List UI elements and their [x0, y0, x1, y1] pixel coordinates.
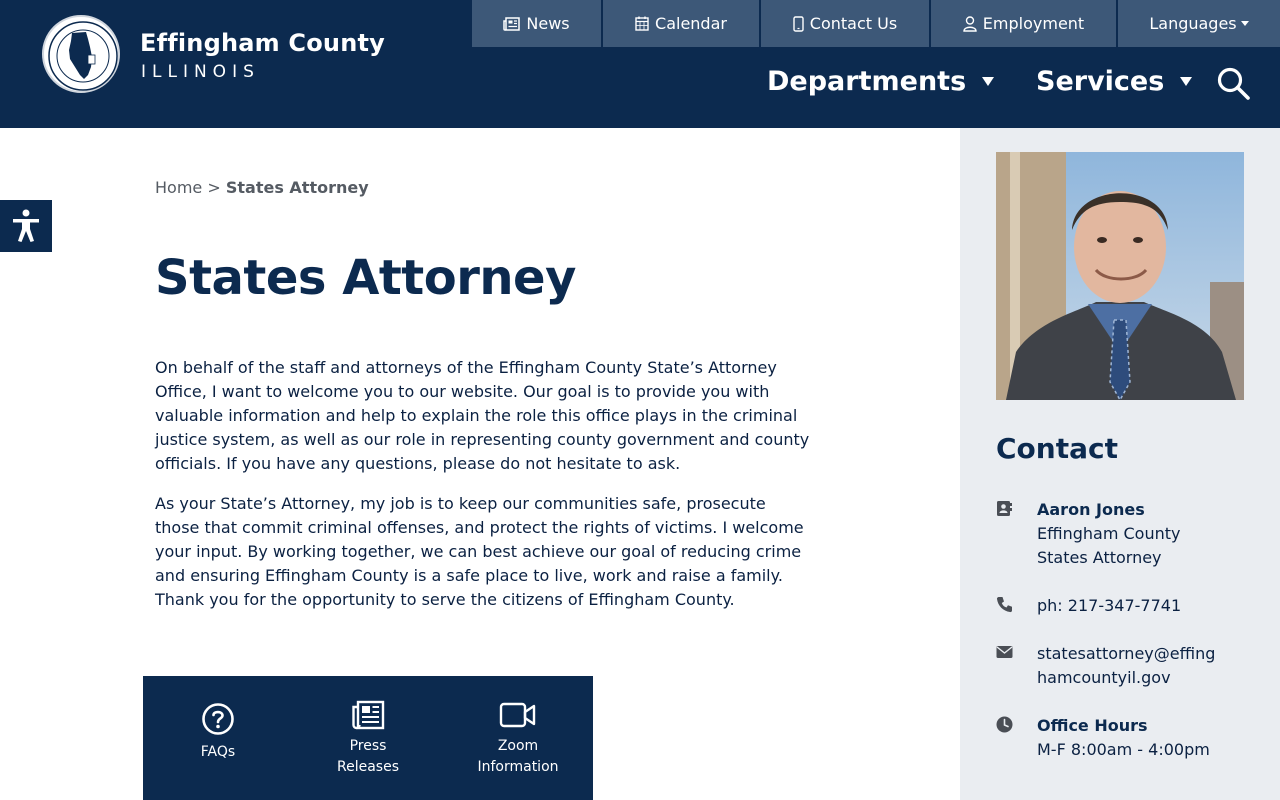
contact-heading: Contact: [996, 432, 1118, 465]
contact-email[interactable]: [996, 642, 1215, 690]
phone-icon: [996, 596, 1013, 613]
topbar-news[interactable]: [472, 0, 603, 47]
newspaper-icon: [351, 700, 385, 730]
accessibility-icon: [11, 209, 41, 243]
contact-hours: [996, 714, 1210, 762]
contact-phone[interactable]: [996, 594, 1181, 618]
question-circle-icon: [201, 702, 235, 736]
chevron-down-icon: [1180, 77, 1192, 86]
chevron-down-icon: [982, 77, 994, 86]
accessibility-button[interactable]: [0, 200, 52, 252]
paragraph: As your State’s Attorney, my job is to keep our communities safe, prosecute those that commit criminal offenses, and protect the rights of victims. I welcome your input. By working together, we can best achieve our goal of reducing crime and ensuring Effingham County is a safe place to live, work and raise a family. Thank you for the opportunity to serve the citizens of Effingham County.: [155, 494, 804, 609]
sidebar: [960, 128, 1280, 800]
quicklink-zoom-label-1: Zoom: [497, 738, 539, 754]
phone-icon: [793, 16, 804, 32]
search-button[interactable]: [1216, 66, 1252, 102]
office-hours-text: M-F 8:00am - 4:00pm: [1037, 740, 1210, 759]
breadcrumb-home[interactable]: Home: [155, 178, 203, 197]
clock-icon: [996, 716, 1013, 733]
contact-email-line1: statesattorney@effing: [1037, 644, 1216, 663]
calendar-icon: [635, 16, 649, 31]
breadcrumb: [155, 178, 369, 197]
quicklink-faqs-label: FAQs: [200, 744, 236, 760]
contact-phone-text: ph: 217-347-7741: [1037, 596, 1182, 615]
nav-services[interactable]: [1036, 66, 1192, 97]
attorney-photo: [996, 152, 1244, 400]
utility-nav: [472, 0, 1280, 47]
contact-org-line2: States Attorney: [1037, 548, 1162, 567]
topbar-calendar[interactable]: [603, 0, 761, 47]
portrait-image: [996, 152, 1244, 400]
quick-links: [143, 676, 593, 800]
quicklink-zoom-information[interactable]: [443, 676, 593, 800]
paragraph: On behalf of the staff and attorneys of the Effingham County State’s Attorney Office, I want to welcome you to our website. Our goal is to provide you with valuable information and help to explain the role this office plays in the criminal justice system, as well as our role in representing county government and county officials. If you have any questions, please do not hesitate to ask.: [155, 358, 810, 473]
contact-org-line1: Effingham County: [1037, 524, 1181, 543]
envelope-icon: [996, 645, 1013, 659]
quicklink-press-label-1: Press: [349, 738, 387, 754]
quicklink-press-releases[interactable]: [293, 676, 443, 800]
contact-name: Aaron Jones: [1037, 500, 1145, 519]
contact-email-line2: hamcountyil.gov: [1037, 668, 1171, 687]
site-title[interactable]: Effingham County: [140, 29, 386, 57]
newspaper-icon: [503, 17, 520, 31]
office-hours-label: Office Hours: [1037, 716, 1148, 735]
site-subtitle: ILLINOIS: [141, 62, 260, 82]
nav-services-label: Services: [1036, 66, 1165, 97]
quicklink-zoom-label-2: Information: [477, 759, 559, 775]
topbar-contact-us[interactable]: [761, 0, 931, 47]
topbar-contact-label: Contact Us: [809, 14, 898, 33]
nav-departments-label: Departments: [767, 66, 967, 97]
page-title: States Attorney: [155, 250, 576, 306]
topbar-employment-label: Employment: [982, 14, 1085, 33]
breadcrumb-separator: >: [207, 178, 221, 197]
seal-graphic: [44, 17, 122, 95]
intro-text: [155, 356, 815, 628]
video-camera-icon: [499, 700, 537, 730]
county-seal-logo[interactable]: [42, 15, 120, 93]
topbar-news-label: News: [526, 14, 570, 33]
quicklink-press-label-2: Releases: [337, 759, 399, 775]
breadcrumb-current: States Attorney: [225, 178, 369, 197]
nav-departments[interactable]: [767, 66, 994, 97]
search-icon: [1216, 66, 1252, 102]
topbar-languages-label: Languages: [1149, 14, 1237, 33]
topbar-languages[interactable]: [1118, 0, 1280, 47]
topbar-employment[interactable]: [931, 0, 1118, 47]
contact-person: [996, 498, 1180, 570]
address-book-icon: [996, 500, 1012, 517]
quicklink-faqs[interactable]: [143, 676, 293, 800]
caret-down-icon: [1241, 21, 1249, 26]
site-header: [0, 0, 1280, 128]
person-icon: [963, 16, 977, 32]
topbar-calendar-label: Calendar: [655, 14, 727, 33]
